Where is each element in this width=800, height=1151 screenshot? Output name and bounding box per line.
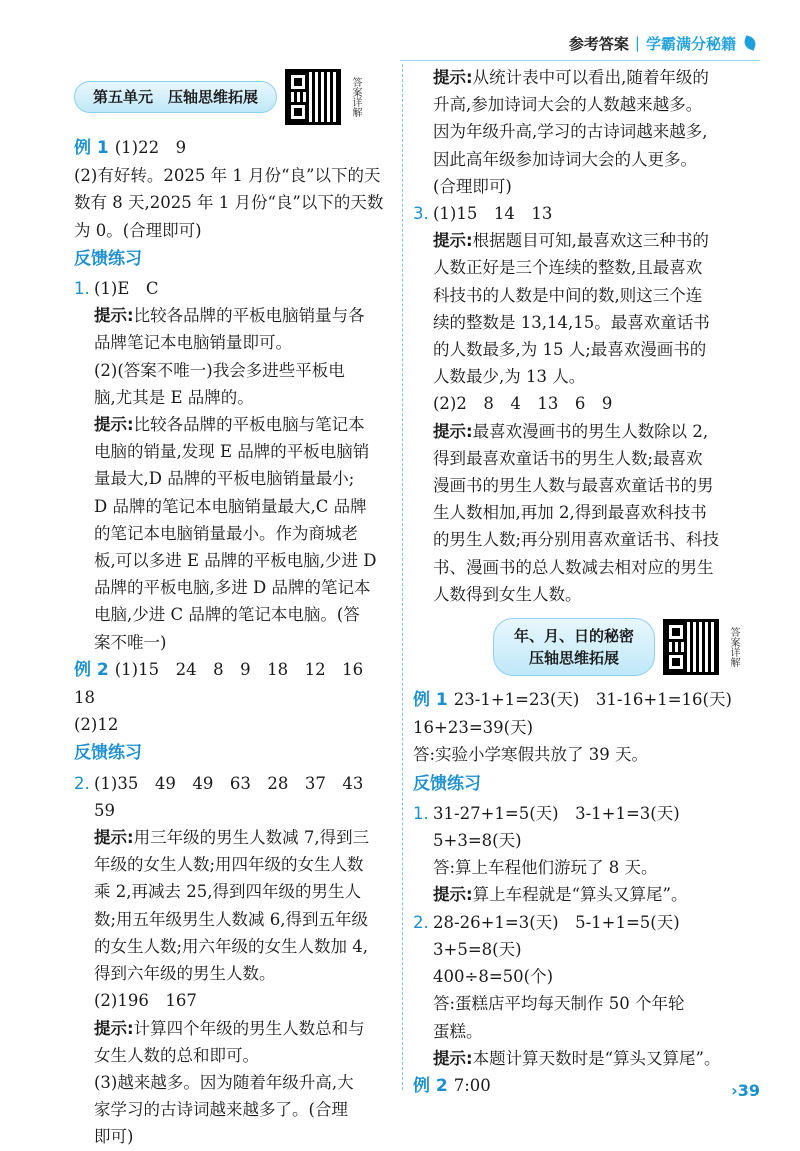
- left-column: [74, 64, 394, 1151]
- answer-line: 即可): [94, 1127, 134, 1147]
- qr-label: 答案详解: [350, 77, 362, 117]
- text-line: 书、漫画书的总人数减去相对应的男生: [433, 557, 714, 577]
- text-line: 科技书的人数是中间的数,则这三个连: [433, 285, 703, 305]
- question-number: 3.: [413, 204, 429, 224]
- banner-line: 压轴思维拓展: [528, 649, 619, 668]
- page-number: ›39: [731, 1081, 760, 1100]
- question-number: 1.: [413, 803, 429, 823]
- unit-banner-row: [74, 64, 394, 130]
- hint-label: 提示:: [433, 885, 473, 905]
- text-line: 数有 8 天,2025 年 1 月份“良”以下的天数: [74, 193, 384, 213]
- right-column: [413, 64, 739, 1100]
- example-2-right: 例 2 7:00: [413, 1075, 491, 1096]
- text-line: 16+23=39(天): [413, 718, 534, 738]
- unit-banner: 第五单元 压轴思维拓展: [74, 81, 277, 113]
- answer-line: (2)2 8 4 13 6 9: [433, 394, 613, 414]
- question-2: [74, 770, 394, 1151]
- answer-line: 3+5=8(天): [433, 939, 522, 959]
- flag-icon: [742, 35, 757, 50]
- answer-line: (1)35 49 49 63 28 37 43 59: [94, 773, 380, 820]
- answer-line: 答:算上车程他们游玩了 8 天。: [433, 858, 658, 878]
- example-1: 例 1 (1)22 9: [74, 138, 187, 158]
- header-rule: [400, 60, 760, 61]
- text-line: 电脑的销量,发现 E 品牌的平板电脑销: [94, 442, 370, 462]
- hint-label: 提示:: [433, 1048, 473, 1068]
- text-line: 的女生人数;用六年级的女生人数加 4,: [94, 936, 369, 956]
- text-line: 升高,参加诗词大会的人数越来越多。: [433, 95, 703, 115]
- hint-label: 提示:: [94, 306, 134, 326]
- example-2: 例 2 (1)15 24 8 9 18 12 16 18: [74, 659, 380, 708]
- answer-line: 蛋糕。: [433, 1021, 483, 1041]
- example-label: 例 1: [74, 138, 109, 158]
- text-line: 生人数相加,再加 2,得到最喜欢科技书: [433, 503, 707, 523]
- section-banner-row: [413, 612, 739, 682]
- text-line: (2)12: [74, 715, 119, 735]
- text-line: (合理即可): [433, 176, 512, 196]
- answer-line: (3)越来越多。因为随着年级升高,大: [94, 1072, 354, 1092]
- text-line: 电脑,少进 C 品牌的笔记本电脑。(答: [94, 605, 360, 625]
- column-divider: [402, 64, 403, 1090]
- section-banner: [493, 618, 655, 676]
- text-line: 人数最少,为 13 人。: [433, 367, 586, 387]
- example-label: 例 1: [413, 690, 448, 711]
- text-line: 乘 2,再减去 25,得到四年级的男生人: [94, 882, 361, 902]
- text-line: 数;用五年级男生人数减 6,得到五年级: [94, 909, 369, 929]
- hint-label: 提示:: [94, 415, 134, 435]
- answer-line: 脑,尤其是 E 品牌的。: [94, 387, 254, 407]
- question-number: 1.: [74, 279, 90, 299]
- text-line: 人数正好是三个连续的整数,且最喜欢: [433, 258, 703, 278]
- text-line: 本题计算天数时是“算头又算尾”。: [472, 1048, 721, 1068]
- answer-line: 28-26+1=3(天) 5-1+1=5(天): [433, 912, 680, 932]
- text-line: 品牌的平板电脑,多进 D 品牌的笔记本: [94, 578, 371, 598]
- header-separator: |: [634, 34, 640, 52]
- text-line: 的人数最多,为 15 人;最喜欢漫画书的: [433, 340, 707, 360]
- text-line: 女生人数的总和即可。: [94, 1045, 259, 1065]
- text-line: 年级的女生人数;用四年级的女生人数: [94, 855, 364, 875]
- text-line: 最喜欢漫画书的男生人数除以 2,: [472, 421, 709, 441]
- qr-label: 答案详解: [728, 627, 739, 668]
- section-heading: 反馈练习: [74, 248, 142, 269]
- text-line: 算上车程就是“算头又算尾”。: [472, 885, 688, 905]
- qr-code-icon[interactable]: [663, 619, 719, 675]
- answer-line: 400÷8=50(个): [433, 967, 554, 987]
- question-3: [413, 200, 739, 608]
- answer-line: 31-27+1=5(天) 3-1+1=3(天): [433, 803, 680, 823]
- text-line: 用三年级的男生人数减 7,得到三: [133, 828, 370, 848]
- question-1: [74, 275, 394, 656]
- question-number: 2.: [413, 912, 429, 932]
- hint-label: 提示:: [433, 68, 473, 87]
- hint-label: 提示:: [433, 231, 473, 251]
- text-line: 答:实验小学寒假共放了 39 天。: [413, 745, 649, 765]
- text-line: 品牌笔记本电脑销量即可。: [94, 333, 292, 353]
- question-number: 2.: [74, 773, 90, 793]
- banner-line: 年、月、日的秘密: [513, 627, 634, 646]
- hint-label: 提示:: [94, 1018, 134, 1038]
- answer-line: (1)E C: [94, 279, 159, 299]
- text-line: (2)有好转。2025 年 1 月份“良”以下的天: [74, 166, 381, 186]
- text-line: 比较各品牌的平板电脑与笔记本: [133, 415, 365, 435]
- text-line: 人数得到女生人数。: [433, 584, 582, 604]
- question-2-right: [413, 909, 739, 1072]
- text-line: 板,可以多进 E 品牌的平板电脑,少进 D: [94, 551, 377, 571]
- header-series: 学霸满分秘籍: [645, 34, 736, 53]
- question-2-continued: [413, 64, 739, 200]
- answer-line: (2)196 167: [94, 991, 197, 1011]
- text-line: 计算四个年级的男生人数总和与: [133, 1018, 365, 1038]
- text-line: 漫画书的男生人数与最喜欢童话书的男: [433, 476, 714, 496]
- answer-line: 家学习的古诗词越来越多了。(合理: [94, 1100, 348, 1120]
- text-line: 根据题目可知,最喜欢这三种书的: [472, 231, 709, 251]
- hint-label: 提示:: [94, 828, 134, 848]
- section-heading: 反馈练习: [413, 773, 481, 794]
- text-line: 续的整数是 13,14,15。最喜欢童话书: [433, 312, 710, 332]
- text-line: 因此高年级参加诗词大会的人更多。: [433, 149, 697, 169]
- running-header: [569, 30, 756, 56]
- hint-label: 提示:: [433, 421, 473, 441]
- page-number-value: 39: [737, 1081, 760, 1100]
- example-1-right: 例 1 23-1+1=23(天) 31-16+1=16(天): [413, 690, 732, 711]
- text-line: 的笔记本电脑销量最小。作为商城老: [94, 523, 358, 543]
- answer-line: (2)(答案不唯一)我会多进些平板电: [94, 360, 345, 380]
- text-line: 得到六年级的男生人数。: [94, 964, 276, 984]
- qr-code-icon[interactable]: [285, 69, 341, 125]
- example-label: 例 2: [413, 1075, 448, 1096]
- answer-line: (1)15 14 13: [433, 204, 553, 224]
- header-answers: 参考答案: [568, 34, 629, 53]
- question-1-right: [413, 800, 739, 909]
- text-line: 的男生人数;再分别用喜欢童话书、科技: [433, 530, 720, 550]
- example-label: 例 2: [74, 659, 109, 680]
- text-line: D 品牌的笔记本电脑销量最大,C 品牌: [94, 496, 367, 516]
- text-line: 得到最喜欢童话书的男生人数;最喜欢: [433, 448, 703, 468]
- text-line: 从统计表中可以看出,随着年级的: [472, 68, 709, 87]
- text-line: 为 0。(合理即可): [74, 220, 202, 240]
- section-heading: 反馈练习: [74, 743, 142, 764]
- answer-line: 5+3=8(天): [433, 831, 522, 851]
- text-line: 因为年级升高,学习的古诗词越来越多,: [433, 122, 708, 142]
- text-line: 量最大,D 品牌的平板电脑销量最小;: [94, 469, 355, 489]
- text-line: 案不唯一): [94, 632, 167, 652]
- answer-line: 答:蛋糕店平均每天制作 50 个年轮: [433, 994, 685, 1014]
- text-line: 比较各品牌的平板电脑销量与各: [133, 306, 365, 326]
